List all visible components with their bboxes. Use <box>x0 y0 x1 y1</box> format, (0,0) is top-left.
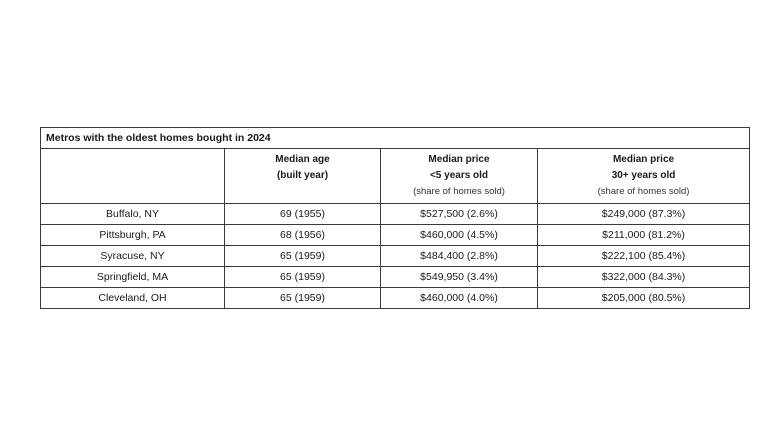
cell-metro: Buffalo, NY <box>41 204 225 225</box>
header-price-old <box>538 149 750 204</box>
header-price-old-line2: 30+ years old <box>611 170 676 181</box>
oldest-homes-table <box>40 127 750 309</box>
cell-median-age: 68 (1956) <box>225 225 381 246</box>
header-price-new-line1: Median price <box>428 154 490 165</box>
cell-price-new: $460,000 (4.5%) <box>381 225 538 246</box>
header-median-age-line2: (built year) <box>276 170 329 181</box>
cell-metro: Springfield, MA <box>41 267 225 288</box>
cell-price-new: $549,950 (3.4%) <box>381 267 538 288</box>
cell-price-new: $460,000 (4.0%) <box>381 288 538 309</box>
header-median-age <box>225 149 381 204</box>
cell-metro: Cleveland, OH <box>41 288 225 309</box>
header-price-new-line2: <5 years old <box>429 170 489 181</box>
cell-price-old: $322,000 (84.3%) <box>538 267 750 288</box>
cell-metro: Pittsburgh, PA <box>41 225 225 246</box>
header-price-old-line1: Median price <box>612 154 675 165</box>
header-median-age-line1: Median age <box>275 154 330 165</box>
table-row <box>41 225 750 246</box>
header-row <box>41 149 750 204</box>
table-row <box>41 246 750 267</box>
cell-median-age: 65 (1959) <box>225 288 381 309</box>
header-metro <box>41 149 225 204</box>
cell-price-old: $205,000 (80.5%) <box>538 288 750 309</box>
cell-price-old: $249,000 (87.3%) <box>538 204 750 225</box>
table-row <box>41 204 750 225</box>
header-price-new <box>381 149 538 204</box>
oldest-homes-table-container <box>40 127 749 309</box>
cell-metro: Syracuse, NY <box>41 246 225 267</box>
header-price-new-sub: (share of homes sold) <box>413 186 505 197</box>
table-row <box>41 288 750 309</box>
cell-median-age: 65 (1959) <box>225 246 381 267</box>
cell-median-age: 65 (1959) <box>225 267 381 288</box>
table-caption: Metros with the oldest homes bought in 2024 <box>41 128 750 149</box>
cell-price-new: $527,500 (2.6%) <box>381 204 538 225</box>
cell-price-new: $484,400 (2.8%) <box>381 246 538 267</box>
cell-median-age: 69 (1955) <box>225 204 381 225</box>
cell-price-old: $211,000 (81.2%) <box>538 225 750 246</box>
header-price-old-sub: (share of homes sold) <box>597 186 690 197</box>
caption-row <box>41 128 750 149</box>
cell-price-old: $222,100 (85.4%) <box>538 246 750 267</box>
table-row <box>41 267 750 288</box>
